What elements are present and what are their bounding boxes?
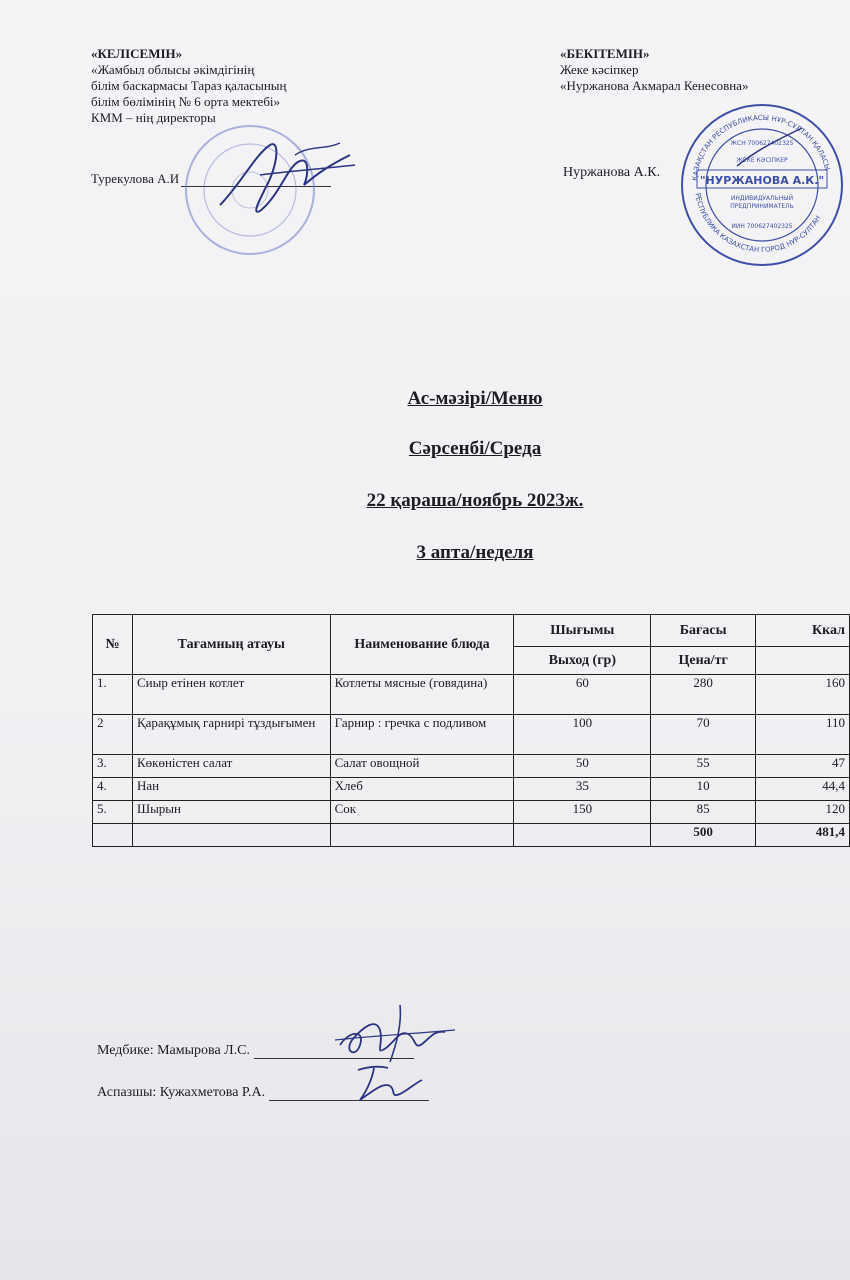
stamp-ring-top: ҚАЗАҚСТАН РЕСПУБЛИКАСЫ НҰР-СҰЛТАН ҚАЛАСЫ [691, 113, 832, 182]
cell-name-kz: Қарақұмық гарнирі тұздығымен [132, 715, 330, 755]
col-header-no: № [93, 615, 133, 675]
cell-name-kz: Сиыр етінен котлет [132, 675, 330, 715]
table-row [93, 755, 850, 778]
agreed-title: «КЕЛІСЕМІН» [91, 46, 183, 61]
stamp-center-top: ЖЕКЕ КӘСІПКЕР [736, 157, 788, 164]
approval-block-left [91, 46, 391, 126]
cook-name: Аспазшы: Кужахметова Р.А. [97, 1085, 266, 1100]
cell-name-kz: Шырын [132, 801, 330, 824]
agreed-line-2: білім баскармасы Тараз қаласының [91, 78, 287, 93]
cell-no: 2 [93, 715, 133, 755]
cell-empty [93, 824, 133, 847]
approved-signer: Нуржанова А.К. [563, 165, 661, 180]
cell-kcal: 110 [756, 715, 850, 755]
cell-kcal: 120 [756, 801, 850, 824]
director-signature [200, 125, 360, 225]
cell-yield: 60 [514, 675, 651, 715]
cell-price: 85 [651, 801, 756, 824]
cell-name-kz: Нан [132, 778, 330, 801]
approval-block-right [560, 46, 840, 94]
col-header-name-kz: Тағамның атауы [132, 615, 330, 675]
stamp-center-bottom-1: ИНДИВИДУАЛЬНЫЙ [730, 195, 794, 202]
total-kcal: 481,4 [756, 824, 850, 847]
approved-line-2: «Нуржанова Акмарал Кенесовна» [560, 78, 749, 93]
col-header-kcal: Ккал [756, 615, 850, 647]
col-header-name-ru: Наименование блюда [330, 615, 514, 675]
approved-line-1: Жеке кәсіпкер [560, 62, 639, 77]
col-header-empty [756, 647, 850, 675]
cell-kcal: 160 [756, 675, 850, 715]
table-row [93, 801, 850, 824]
entrepreneur-stamp [677, 100, 847, 270]
nurse-name: Медбике: Мамырова Л.С. [97, 1043, 250, 1058]
table-row [93, 715, 850, 755]
cell-price: 280 [651, 675, 756, 715]
table-total-row [93, 824, 850, 847]
cell-yield: 35 [514, 778, 651, 801]
table-row [93, 675, 850, 715]
cell-yield: 50 [514, 755, 651, 778]
cook-signature [350, 1060, 430, 1105]
cell-kcal: 47 [756, 755, 850, 778]
col-header-price-ru: Цена/тг [651, 647, 756, 675]
cell-name-ru: Гарнир : гречка с подливом [330, 715, 514, 755]
cell-kcal: 44,4 [756, 778, 850, 801]
cell-no: 1. [93, 675, 133, 715]
stamp-iin-bottom: ИИН 700627402325 [731, 223, 793, 230]
cell-price: 55 [651, 755, 756, 778]
date-title: 22 қараша/ноябрь 2023ж. [366, 490, 584, 511]
cell-name-ru: Котлеты мясные (говядина) [330, 675, 514, 715]
cell-empty [330, 824, 514, 847]
col-header-yield-ru: Выход (гр) [514, 647, 651, 675]
agreed-line-4: КММ – нің директоры [91, 110, 216, 125]
stamp-iin-top: ЖСН 700627402325 [730, 140, 794, 147]
cell-name-ru: Салат овощной [330, 755, 514, 778]
cell-price: 70 [651, 715, 756, 755]
stamp-center-bottom-2: ПРЕДПРИНИМАТЕЛЬ [730, 203, 794, 210]
week-title: 3 апта/неделя [416, 542, 534, 563]
stamp-ring-bottom: РЕСПУБЛИКА КАЗАХСТАН ГОРОД НУР-СУЛТАН [693, 192, 823, 255]
col-header-yield-kz: Шығымы [514, 615, 651, 647]
cell-empty [132, 824, 330, 847]
cell-empty [514, 824, 651, 847]
menu-title: Ас-мәзірі/Меню [407, 388, 543, 409]
day-title: Сәрсенбі/Среда [408, 438, 542, 459]
agreed-line-3: білім бөлімінің № 6 орта мектебі» [91, 94, 281, 109]
approved-title: «БЕКІТЕМІН» [560, 46, 650, 61]
cell-yield: 150 [514, 801, 651, 824]
cell-no: 5. [93, 801, 133, 824]
cell-name-ru: Хлеб [330, 778, 514, 801]
table-row [93, 778, 850, 801]
cell-price: 10 [651, 778, 756, 801]
cell-name-kz: Көкөністен салат [132, 755, 330, 778]
col-header-price-kz: Бағасы [651, 615, 756, 647]
agreed-line-1: «Жамбыл облысы әкімдігінің [91, 62, 255, 77]
cell-yield: 100 [514, 715, 651, 755]
total-price: 500 [651, 824, 756, 847]
stamp-name: "НУРЖАНОВА А.К." [699, 174, 825, 187]
svg-text:ҚАЗАҚСТАН РЕСПУБЛИКАСЫ НҰР-СҰЛ [691, 114, 831, 181]
table-header-row [93, 615, 850, 647]
agreed-signer-name: Турекулова А.И [91, 171, 180, 186]
menu-table [92, 614, 850, 847]
cell-name-ru: Сок [330, 801, 514, 824]
cell-no: 3. [93, 755, 133, 778]
cell-no: 4. [93, 778, 133, 801]
